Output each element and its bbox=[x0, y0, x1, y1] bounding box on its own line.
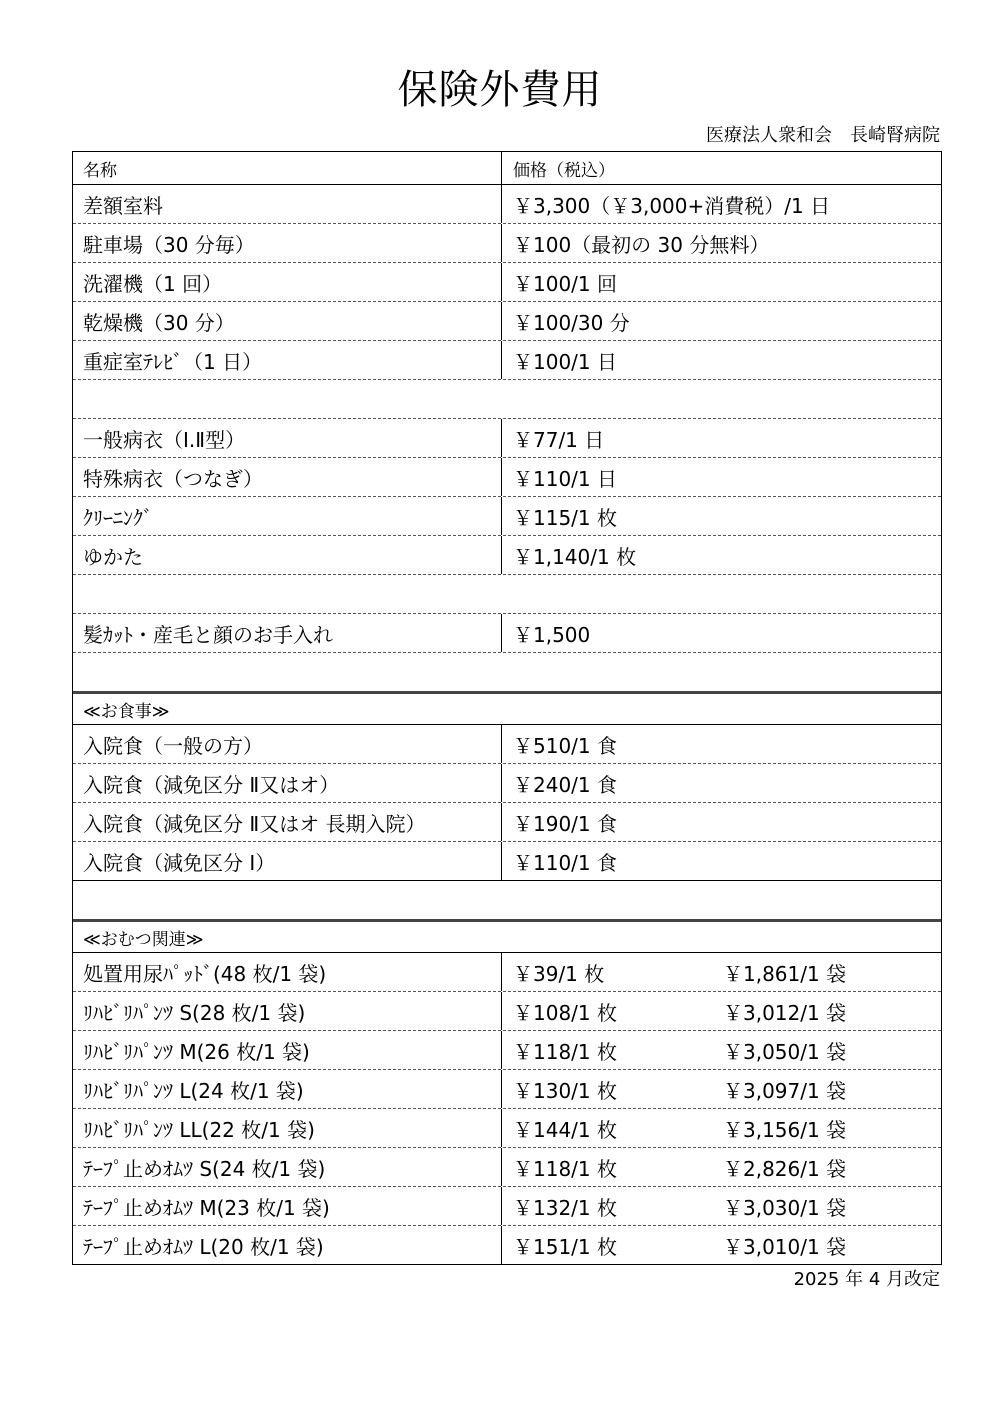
item-price bbox=[502, 1070, 941, 1108]
table-row bbox=[73, 418, 941, 457]
bag-price: ￥3,050/1 袋 bbox=[723, 1039, 847, 1064]
empty-cell bbox=[73, 881, 941, 919]
table-row bbox=[73, 763, 941, 802]
table-row bbox=[73, 1225, 941, 1264]
empty-row bbox=[73, 652, 941, 691]
item-price: ￥77/1 日 bbox=[513, 427, 605, 452]
bag-price: ￥3,156/1 袋 bbox=[723, 1117, 847, 1142]
bag-price: ￥3,030/1 袋 bbox=[723, 1195, 847, 1220]
table-row bbox=[73, 340, 941, 379]
item-name: 特殊病衣（つなぎ） bbox=[73, 458, 502, 496]
bag-price: ￥3,012/1 袋 bbox=[723, 1000, 847, 1025]
item-name: 入院食（減免区分 Ⅰ） bbox=[73, 842, 502, 880]
item-price bbox=[502, 1109, 941, 1147]
item-name: 洗濯機（1 回） bbox=[73, 263, 502, 301]
item-price: ￥100（最初の 30 分無料） bbox=[513, 232, 770, 257]
bag-price: ￥3,010/1 袋 bbox=[723, 1234, 847, 1259]
unit-price: ￥39/1 枚 bbox=[513, 961, 605, 986]
empty-row bbox=[73, 574, 941, 613]
unit-price: ￥130/1 枚 bbox=[513, 1078, 617, 1103]
item-price: ￥510/1 食 bbox=[513, 733, 617, 758]
table-row bbox=[73, 1030, 941, 1069]
item-price bbox=[502, 1226, 941, 1264]
table-row bbox=[73, 952, 941, 991]
item-price: ￥1,140/1 枚 bbox=[513, 544, 637, 569]
table-row bbox=[73, 301, 941, 340]
empty-cell bbox=[73, 380, 941, 418]
section-header-meals bbox=[73, 691, 941, 724]
table-row bbox=[73, 1069, 941, 1108]
item-name: ﾃｰﾌﾟ止めｵﾑﾂ M(23 枚/1 袋) bbox=[73, 1187, 502, 1225]
revision-date: 2025 年 4 月改定 bbox=[793, 1269, 940, 1290]
table-row bbox=[73, 223, 941, 262]
table-row bbox=[73, 457, 941, 496]
item-name: 差額室料 bbox=[73, 185, 502, 223]
table-row bbox=[73, 1147, 941, 1186]
bag-price: ￥3,097/1 袋 bbox=[723, 1078, 847, 1103]
item-name: ﾘﾊﾋﾞﾘﾊﾟﾝﾂ L(24 枚/1 袋) bbox=[73, 1070, 502, 1108]
item-price bbox=[502, 1031, 941, 1069]
item-name: 入院食（一般の方） bbox=[73, 725, 502, 763]
item-price: ￥1,500 bbox=[513, 622, 591, 647]
item-name: ﾘﾊﾋﾞﾘﾊﾟﾝﾂ S(28 枚/1 袋) bbox=[73, 992, 502, 1030]
item-name: ﾃｰﾌﾟ止めｵﾑﾂ S(24 枚/1 袋) bbox=[73, 1148, 502, 1186]
item-name: 乾燥機（30 分） bbox=[73, 302, 502, 340]
item-price: ￥110/1 食 bbox=[513, 850, 617, 875]
item-price: ￥100/1 回 bbox=[513, 271, 617, 296]
item-name: 一般病衣（Ⅰ.Ⅱ型） bbox=[73, 419, 502, 457]
table-row bbox=[73, 724, 941, 763]
item-name: 髪ｶｯﾄ・産毛と顔のお手入れ bbox=[73, 614, 502, 652]
item-price bbox=[502, 1187, 941, 1225]
item-name: ﾃｰﾌﾟ止めｵﾑﾂ L(20 枚/1 袋) bbox=[73, 1226, 502, 1264]
table-row bbox=[73, 802, 941, 841]
item-name: 重症室ﾃﾚﾋﾞ（1 日） bbox=[73, 341, 502, 379]
table-row bbox=[73, 262, 941, 301]
table-row bbox=[73, 535, 941, 574]
item-price bbox=[502, 1148, 941, 1186]
section-header-diapers bbox=[73, 919, 941, 952]
table-header-row bbox=[73, 152, 941, 184]
empty-cell bbox=[73, 653, 941, 691]
price-table bbox=[72, 151, 942, 1265]
item-price: ￥3,300（￥3,000+消費税）/1 日 bbox=[513, 193, 831, 218]
item-name: ｸﾘｰﾆﾝｸﾞ bbox=[73, 497, 502, 535]
bag-price: ￥1,861/1 袋 bbox=[723, 961, 847, 986]
item-name: 入院食（減免区分 Ⅱ又はオ） bbox=[73, 764, 502, 802]
table-row bbox=[73, 1108, 941, 1147]
item-name: ﾘﾊﾋﾞﾘﾊﾟﾝﾂ M(26 枚/1 袋) bbox=[73, 1031, 502, 1069]
unit-price: ￥118/1 枚 bbox=[513, 1039, 617, 1064]
item-price: ￥100/30 分 bbox=[513, 310, 630, 335]
bag-price: ￥2,826/1 袋 bbox=[723, 1156, 847, 1181]
table-row bbox=[73, 991, 941, 1030]
item-price: ￥190/1 食 bbox=[513, 811, 617, 836]
unit-price: ￥151/1 枚 bbox=[513, 1234, 617, 1259]
item-name: ゆかた bbox=[73, 536, 502, 574]
header-name: 名称 bbox=[73, 152, 502, 184]
item-name: 入院食（減免区分 Ⅱ又はオ 長期入院） bbox=[73, 803, 502, 841]
empty-row bbox=[73, 379, 941, 418]
unit-price: ￥144/1 枚 bbox=[513, 1117, 617, 1142]
empty-cell bbox=[73, 575, 941, 613]
item-price bbox=[502, 992, 941, 1030]
header-price: 価格（税込） bbox=[513, 160, 615, 181]
table-row bbox=[73, 841, 941, 880]
item-price: ￥115/1 枚 bbox=[513, 505, 617, 530]
table-row bbox=[73, 1186, 941, 1225]
unit-price: ￥132/1 枚 bbox=[513, 1195, 617, 1220]
table-row bbox=[73, 184, 941, 223]
empty-row bbox=[73, 880, 941, 919]
unit-price: ￥108/1 枚 bbox=[513, 1000, 617, 1025]
item-price: ￥100/1 日 bbox=[513, 349, 617, 374]
item-price: ￥110/1 日 bbox=[513, 466, 617, 491]
table-row bbox=[73, 496, 941, 535]
section-label: ≪おむつ関連≫ bbox=[83, 929, 204, 950]
section-label: ≪お食事≫ bbox=[83, 701, 170, 722]
item-name: ﾘﾊﾋﾞﾘﾊﾟﾝﾂ LL(22 枚/1 袋) bbox=[73, 1109, 502, 1147]
page-title: 保険外費用 bbox=[397, 67, 603, 113]
item-price: ￥240/1 食 bbox=[513, 772, 617, 797]
item-price bbox=[502, 953, 941, 991]
organization-name: 医療法人衆和会 長崎腎病院 bbox=[706, 125, 940, 146]
table-row bbox=[73, 613, 941, 652]
item-name: 駐車場（30 分毎） bbox=[73, 224, 502, 262]
unit-price: ￥118/1 枚 bbox=[513, 1156, 617, 1181]
item-name: 処置用尿ﾊﾟｯﾄﾞ(48 枚/1 袋) bbox=[73, 953, 502, 991]
